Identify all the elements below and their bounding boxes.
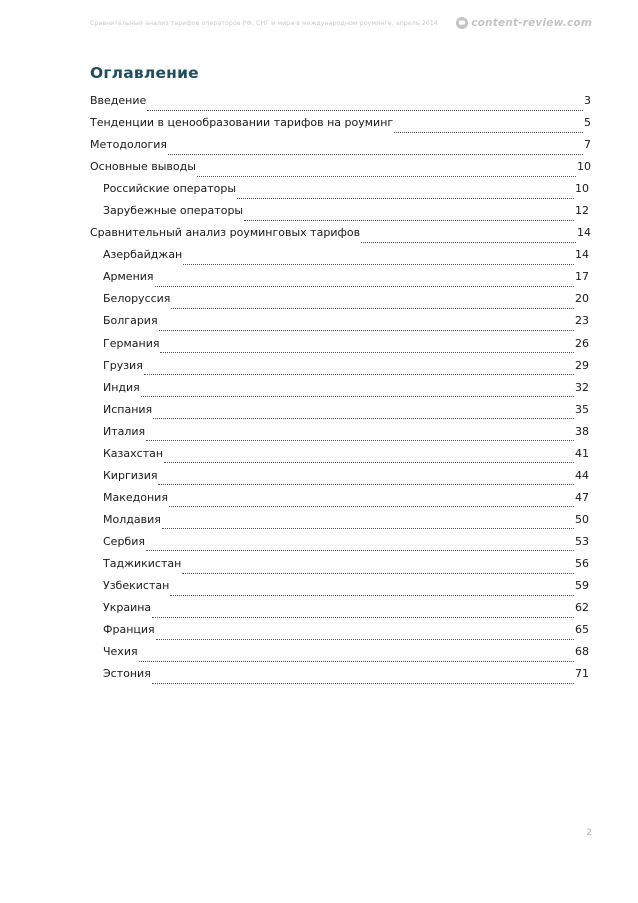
toc-entry[interactable] — [90, 447, 589, 469]
toc-entry-page: 3 — [584, 94, 591, 107]
toc-leader-dots — [152, 683, 574, 684]
toc-entry-label: Киргизия — [103, 468, 158, 482]
toc-leader-dots — [394, 132, 583, 133]
toc-leader-dots — [159, 330, 574, 331]
toc-entry[interactable] — [90, 403, 589, 425]
toc-entry[interactable] — [90, 116, 591, 138]
table-of-contents — [90, 94, 591, 689]
toc-entry-label: Зарубежные операторы — [103, 204, 244, 218]
toc-entry-label: Эстония — [103, 667, 151, 681]
toc-entry-label: Российские операторы — [103, 182, 237, 196]
toc-entry-page: 26 — [575, 336, 589, 350]
toc-title: Оглавление — [90, 64, 199, 82]
toc-entry-page: 14 — [577, 226, 591, 240]
toc-leader-dots — [170, 595, 574, 596]
toc-entry-page: 10 — [575, 182, 589, 196]
toc-entry[interactable] — [90, 491, 589, 513]
toc-leader-dots — [155, 286, 574, 287]
toc-entry-label: Молдавия — [103, 512, 161, 526]
toc-entry[interactable] — [90, 425, 589, 447]
chat-bubble-icon — [456, 17, 468, 29]
toc-entry[interactable] — [90, 359, 589, 381]
toc-entry[interactable] — [90, 535, 589, 557]
toc-entry[interactable] — [90, 601, 589, 623]
toc-leader-dots — [141, 396, 574, 397]
toc-entry-label: Болгария — [103, 314, 158, 328]
toc-entry-label: Методология — [90, 138, 168, 152]
toc-leader-dots — [152, 617, 574, 618]
toc-leader-dots — [164, 462, 574, 463]
toc-leader-dots — [146, 550, 574, 551]
toc-leader-dots — [156, 639, 574, 640]
toc-entry-page: 20 — [575, 292, 589, 306]
toc-entry-label: Азербайджан — [103, 248, 183, 262]
toc-leader-dots — [162, 528, 574, 529]
toc-entry[interactable] — [90, 270, 589, 292]
toc-leader-dots — [197, 176, 576, 177]
toc-leader-dots — [139, 661, 574, 662]
toc-entry-label: Основные выводы — [90, 160, 196, 174]
toc-entry-page: 59 — [575, 579, 589, 593]
toc-entry-label: Германия — [103, 336, 160, 350]
toc-entry-page: 29 — [575, 358, 589, 372]
toc-entry[interactable] — [90, 226, 591, 248]
toc-entry-page: 12 — [575, 204, 589, 218]
toc-entry[interactable] — [90, 94, 591, 116]
toc-entry-page: 35 — [575, 402, 589, 416]
toc-entry-page: 68 — [575, 645, 589, 659]
toc-entry-page: 17 — [575, 270, 589, 284]
toc-leader-dots — [169, 506, 574, 507]
page-header — [90, 15, 592, 31]
toc-entry[interactable] — [90, 623, 589, 645]
toc-entry-label: Узбекистан — [103, 579, 170, 593]
toc-leader-dots — [146, 440, 574, 441]
toc-entry-page: 23 — [575, 314, 589, 328]
toc-entry-page: 14 — [575, 248, 589, 262]
toc-entry-page: 47 — [575, 490, 589, 504]
toc-leader-dots — [160, 352, 574, 353]
toc-entry[interactable] — [90, 182, 589, 204]
toc-entry-label: Франция — [103, 623, 155, 637]
toc-entry-page: 5 — [584, 116, 591, 130]
toc-entry[interactable] — [90, 667, 589, 689]
toc-entry-page: 10 — [577, 160, 591, 174]
toc-entry-label: Армения — [103, 270, 154, 284]
toc-entry-page: 56 — [575, 556, 589, 570]
toc-entry[interactable] — [90, 469, 589, 491]
toc-entry[interactable] — [90, 337, 589, 359]
toc-entry[interactable] — [90, 314, 589, 336]
toc-entry[interactable] — [90, 292, 589, 314]
toc-entry-page: 53 — [575, 534, 589, 548]
toc-entry[interactable] — [90, 381, 589, 403]
toc-entry-page: 50 — [575, 512, 589, 526]
header-text: Сравнительный анализ тарифов операторов РФ, СНГ и мира в международном роуминге, апрель 2014 — [90, 19, 438, 27]
toc-entry-page: 32 — [575, 380, 589, 394]
toc-leader-dots — [244, 220, 574, 221]
toc-entry-label: Македония — [103, 490, 168, 504]
toc-entry-label: Введение — [90, 94, 147, 107]
toc-entry[interactable] — [90, 138, 591, 160]
toc-leader-dots — [182, 573, 574, 574]
toc-entry-page: 38 — [575, 424, 589, 438]
toc-entry-page: 7 — [584, 138, 591, 152]
toc-entry-label: Чехия — [103, 645, 138, 659]
toc-leader-dots — [158, 484, 574, 485]
toc-entry-label: Италия — [103, 424, 146, 438]
toc-entry-label: Сравнительный анализ роуминговых тарифов — [90, 226, 361, 240]
toc-entry[interactable] — [90, 513, 589, 535]
toc-entry[interactable] — [90, 204, 589, 226]
toc-leader-dots — [237, 198, 574, 199]
toc-entry-page: 62 — [575, 601, 589, 615]
toc-entry[interactable] — [90, 160, 591, 182]
toc-entry-page: 44 — [575, 468, 589, 482]
brand-name: content-review.com — [471, 17, 592, 29]
toc-entry-label: Казахстан — [103, 446, 164, 460]
toc-entry[interactable] — [90, 645, 589, 667]
toc-entry-label: Белоруссия — [103, 292, 171, 306]
brand-logo — [456, 17, 592, 29]
toc-entry-label: Испания — [103, 402, 153, 416]
toc-entry[interactable] — [90, 248, 589, 270]
toc-entry-label: Грузия — [103, 358, 143, 372]
toc-leader-dots — [168, 154, 583, 155]
toc-entry-label: Украина — [103, 601, 152, 615]
toc-entry[interactable] — [90, 557, 589, 579]
toc-entry-label: Индия — [103, 380, 140, 394]
toc-leader-dots — [183, 264, 574, 265]
page-number: 2 — [586, 828, 592, 838]
toc-entry-page: 65 — [575, 623, 589, 637]
toc-entry-label: Сербия — [103, 534, 145, 548]
toc-leader-dots — [171, 308, 574, 309]
toc-leader-dots — [144, 374, 574, 375]
toc-leader-dots — [147, 110, 583, 111]
toc-entry-label: Тенденции в ценообразовании тарифов на роуминг — [90, 116, 394, 130]
toc-leader-dots — [153, 418, 574, 419]
toc-entry-page: 41 — [575, 446, 589, 460]
toc-entry-label: Таджикистан — [103, 556, 182, 570]
toc-entry[interactable] — [90, 579, 589, 601]
toc-entry-page: 71 — [575, 667, 589, 681]
toc-leader-dots — [361, 242, 576, 243]
